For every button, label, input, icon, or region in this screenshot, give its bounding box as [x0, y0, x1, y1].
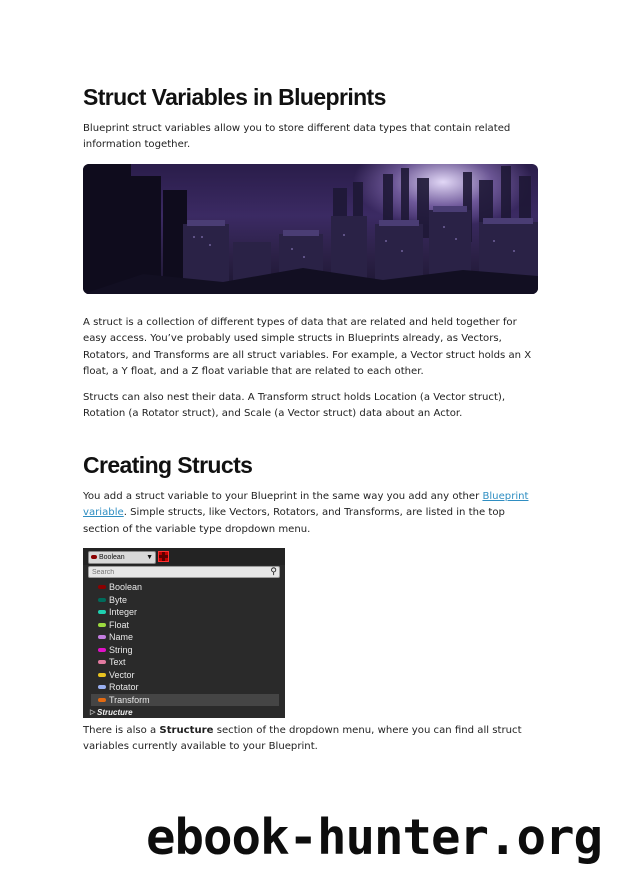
- type-item-label: Transform: [109, 694, 150, 705]
- type-item-label: Integer: [109, 607, 138, 617]
- grid-icon[interactable]: [158, 551, 169, 562]
- variable-type-select[interactable]: [88, 551, 156, 564]
- type-item-label: Rotator: [109, 682, 139, 692]
- expand-triangle-icon: ▷: [90, 709, 96, 716]
- type-item-label: Text: [109, 657, 126, 667]
- selected-type-label: Boolean: [99, 554, 125, 561]
- blueprint-variable-link[interactable]: Blueprint variable: [83, 491, 529, 519]
- watermark-text: ebook-hunter.org: [146, 809, 603, 866]
- structure-section-paragraph: [83, 723, 541, 756]
- type-item-vector[interactable]: [83, 669, 285, 682]
- creating-structs-text-1: You add a struct variable to your Blueprint in the same way you add any other: [83, 491, 483, 502]
- creating-structs-text-2: . Simple structs, like Vectors, Rotators, and Transforms, are listed in the top section of the variable type dropdown menu.: [83, 507, 505, 535]
- type-item-string[interactable]: [83, 644, 285, 657]
- type-item-integer[interactable]: [83, 606, 285, 619]
- type-item-label: String: [109, 644, 133, 655]
- structure-text-1: There is also a: [83, 725, 160, 736]
- type-color-pill-icon: [98, 635, 106, 639]
- type-item-text[interactable]: [83, 656, 285, 669]
- type-item-float[interactable]: [83, 619, 285, 632]
- structure-category-label: Structure: [97, 708, 133, 717]
- section-title: Creating Structs: [83, 452, 253, 478]
- type-item-label: Float: [109, 619, 130, 630]
- type-item-label: Vector: [109, 669, 135, 680]
- boolean-pill-icon: [91, 555, 97, 559]
- page-title: Struct Variables in Blueprints: [83, 84, 386, 110]
- type-list: [83, 581, 285, 706]
- city-skyline-illustration: [83, 164, 538, 294]
- search-box: [88, 566, 280, 578]
- type-color-pill-icon: [98, 598, 106, 602]
- creating-structs-paragraph: [83, 489, 541, 538]
- struct-definition-paragraph: A struct is a collection of different types of data that are related and held together for easy access. You’ve probably used simple structs in Blueprints already, as Vectors, Rotators, and Transforms are all struct variables. For example, a Vector struct holds an X float, a Y float, and a Z float variable that are related to each other.: [83, 317, 532, 378]
- type-item-name[interactable]: [83, 631, 285, 644]
- type-color-pill-icon: [98, 698, 106, 702]
- type-color-pill-icon: [98, 673, 106, 677]
- type-item-label: Boolean: [109, 582, 143, 592]
- dropdown-toolbar: [83, 548, 285, 565]
- chevron-down-icon: ▼: [146, 554, 153, 561]
- search-input[interactable]: [89, 567, 262, 577]
- structure-bold: Structure: [159, 725, 214, 736]
- type-color-pill-icon: [98, 623, 106, 627]
- type-color-pill-icon: [98, 610, 106, 614]
- type-item-label: Byte: [109, 594, 128, 605]
- type-item-transform[interactable]: [91, 694, 279, 707]
- type-item-byte[interactable]: [83, 594, 285, 607]
- structure-category[interactable]: [83, 707, 285, 718]
- search-icon: ⚲: [270, 566, 277, 576]
- type-color-pill-icon: [98, 660, 106, 664]
- intro-paragraph: Blueprint struct variables allow you to store different data types that contain related information together.: [83, 123, 511, 151]
- structure-text-2: section of the dropdown menu, where you can find all struct variables currently available to your Blueprint.: [83, 725, 522, 753]
- variable-type-dropdown-screenshot: [83, 548, 285, 718]
- type-item-rotator[interactable]: [83, 681, 285, 694]
- type-item-boolean[interactable]: [83, 581, 285, 594]
- type-color-pill-icon: [98, 685, 106, 689]
- type-color-pill-icon: [98, 585, 106, 589]
- city-skyline-image: [83, 164, 538, 294]
- type-item-label: Name: [109, 632, 134, 642]
- nested-struct-paragraph: Structs can also nest their data. A Transform struct holds Location (a Vector struct), Rotation (a Rotator struct), and Scale (a Vector struct) data about an Actor.: [83, 392, 506, 420]
- type-color-pill-icon: [98, 648, 106, 652]
